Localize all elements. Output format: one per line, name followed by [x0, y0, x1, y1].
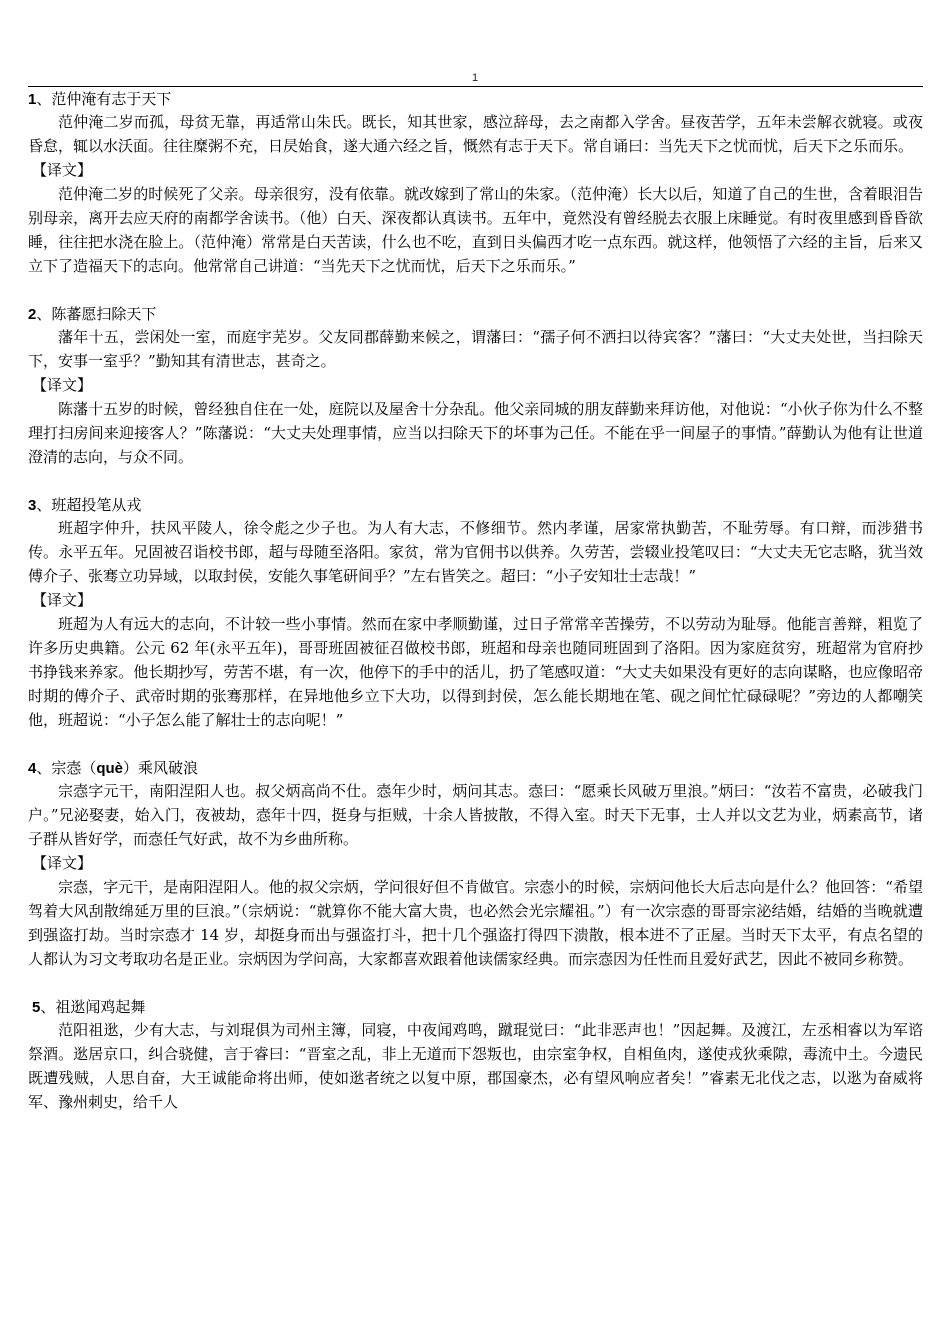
page-number: 1 — [471, 72, 479, 84]
section-zu-ti — [28, 996, 923, 1114]
original-text: 班超字仲升，扶风平陵人，徐令彪之少子也。为人有大志，不修细节。然内孝谨，居家常执勤苦，不耻劳辱。有口辩，而涉猎书传。永平五年。兄固被召诣校书郎，超与母随至洛阳。家贫，常为官佣书以供养。久劳苦，尝辍业投笔叹曰：“大丈夫无它志略，犹当效傅介子、张骞立功异域，以取封侯，安能久事笔研间乎？”左右皆笑之。超曰：“小子安知壮士志哉！” — [28, 519, 923, 585]
translation-text: 陈藩十五岁的时候，曾经独自住在一处，庭院以及屋舍十分杂乱。他父亲同城的朋友薛勤来拜访他，对他说：“小伙子你为什么不整理打扫房间来迎接客人？”陈藩说：“大丈夫处理事情，应当以扫除天下的坏事为己任。不能在乎一间屋子的事情。”薛勤认为他有让世道澄清的志向，与众不同。 — [28, 400, 923, 466]
original-text: 范阳祖逖，少有大志，与刘琨俱为司州主簿，同寝，中夜闻鸡鸣，蹴琨觉曰：“此非恶声也！”因起舞。及渡江，左丞相睿以为军谘祭酒。逖居京口，纠合骁健，言于睿曰：“晋室之乱，非上无道而下怨叛也，由宗室争权，自相鱼肉，遂使戎狄乘隙，毒流中土。今遗民既遭残贼，人思自奋，大王诚能命将出师，使如逖者统之以复中原，郡国豪杰，必有望风响应者矣！”睿素无北伐之志，以逖为奋威将军、豫州刺史，给千人 — [28, 1021, 923, 1111]
translation-label: 【译文】 — [32, 376, 93, 394]
translation-label: 【译文】 — [32, 854, 93, 872]
section-fan-zhongyan — [28, 88, 923, 278]
section-ban-chao — [28, 494, 923, 732]
section-chen-fan — [28, 303, 923, 469]
section-title: 5、祖逖闻鸡起舞 — [32, 998, 146, 1016]
translation-text: 宗悫，字元干，是南阳涅阳人。他的叔父宗炳，学问很好但不肯做官。宗悫小的时候，宗炳问他长大后志向是什么？他回答：“希望驾着大风刮散绵延万里的巨浪。”（宗炳说：“就算你不能大富大贵，也必然会光宗耀祖。”）有一次宗悫的哥哥宗泌结婚，结婚的当晚就遭到强盗打劫。当时宗悫才 14 岁，却挺身而出与强盗打斗，把十几个强盗打得四下溃散，根本进不了正屋。当时天下太平，有点名望的人都认为习文考取功名是正业。宗炳因为学问高，大家都喜欢跟着他读儒家经典。而宗悫因为任性而且爱好武艺，因此不被同乡称赞。 — [28, 878, 923, 968]
section-title: 1、范仲淹有志于天下 — [28, 90, 172, 108]
section-title: 3、班超投笔从戎 — [28, 496, 142, 514]
translation-label: 【译文】 — [32, 161, 93, 179]
original-text: 藩年十五，尝闲处一室，而庭宇芜岁。父友同郡薛勤来候之，谓藩曰：“孺子何不洒扫以待宾客？”藩曰：“大丈夫处世，当扫除天下，安事一室乎？”勤知其有清世志，甚奇之。 — [28, 328, 923, 370]
translation-label: 【译文】 — [32, 591, 93, 609]
section-title: 2、陈蕃愿扫除天下 — [28, 305, 157, 323]
translation-text: 班超为人有远大的志向，不计较一些小事情。然而在家中孝顺勤谨，过日子常常辛苦操劳，不以劳动为耻辱。他能言善辩，粗览了许多历史典籍。公元 62 年(永平五年)，哥哥班固被征召做校书郎，班超和母亲也随同班固到了洛阳。因为家庭贫穷，班超常为官府抄书挣钱来养家。他长期抄写，劳苦不堪，有一次，他停下的手中的活儿，扔了笔感叹道：“大丈夫如果没有更好的志向谋略，也应像昭帝时期的傅介子、武帝时期的张骞那样，在异地他乡立下大功，以得到封侯，怎么能长期地在笔、砚之间忙忙碌碌呢？”旁边的人都嘲笑他，班超说：“小子怎么能了解壮士的志向呢！” — [28, 615, 923, 729]
header-rule — [28, 86, 923, 87]
original-text: 宗悫字元干，南阳涅阳人也。叔父炳高尚不仕。悫年少时，炳问其志。悫曰：“愿乘长风破万里浪。”炳曰：“汝若不富贵，必破我门户。”兄泌娶妻，始入门，夜被劫，悫年十四，挺身与拒贼，十余人皆披散，不得入室。时天下无事，士人并以文艺为业，炳素高节，诸子群从皆好学，而悫任气好武，故不为乡曲所称。 — [28, 782, 923, 848]
original-text: 范仲淹二岁而孤，母贫无靠，再适常山朱氏。既长，知其世家，感泣辞母，去之南都入学舍。昼夜苦学，五年未尝解衣就寝。或夜昏怠，辄以水沃面。往往糜粥不充，日昃始食，遂大通六经之旨，慨然有志于天下。常自诵曰：当先天下之忧而忧，后天下之乐而乐。 — [28, 113, 923, 155]
section-zong-que — [28, 757, 923, 971]
translation-text: 范仲淹二岁的时候死了父亲。母亲很穷，没有依靠。就改嫁到了常山的朱家。（范仲淹）长大以后，知道了自己的生世，含着眼泪告别母亲，离开去应天府的南都学舍读书。（他）白天、深夜都认真读书。五年中，竟然没有曾经脱去衣服上床睡觉。有时夜里感到昏昏欲睡，往往把水浇在脸上。（范仲淹）常常是白天苦读，什么也不吃，直到日头偏西才吃一点东西。就这样，他领悟了六经的主旨，后来又立下了造福天下的志向。他常常自己讲道：“当先天下之忧而忧，后天下之乐而乐。” — [28, 185, 923, 275]
document-body — [28, 88, 923, 1114]
section-title: 4、宗悫（què）乘风破浪 — [28, 759, 199, 777]
